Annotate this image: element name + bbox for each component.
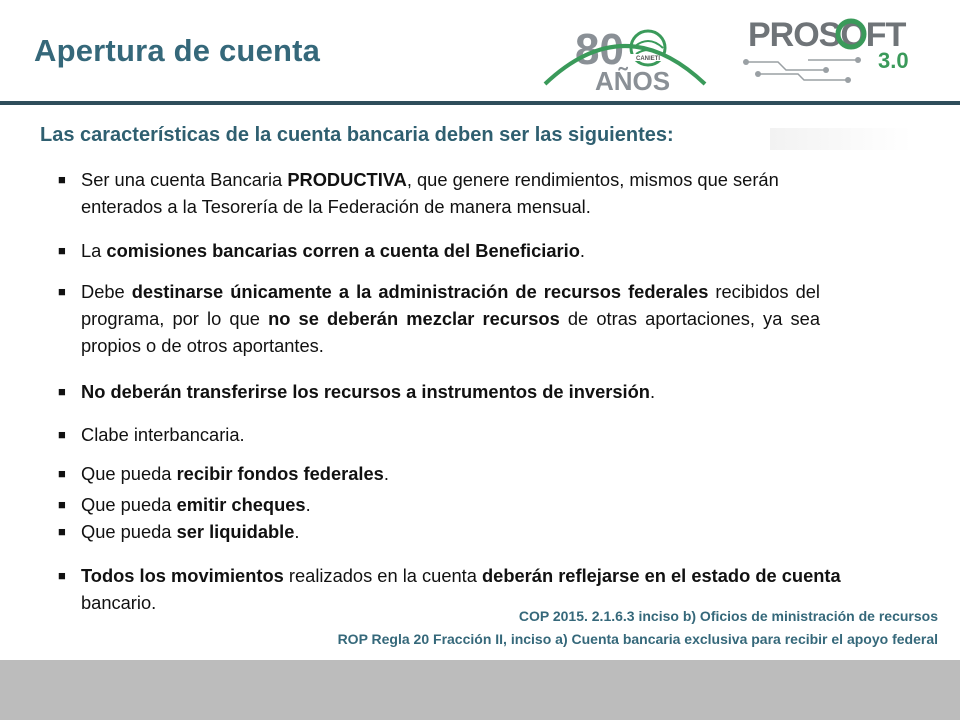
- bullet-text: No deberán transferirse los recursos a instrumentos de inversión.: [81, 381, 656, 402]
- logo-emblem-text: CANIETI: [636, 56, 660, 62]
- bullet-item: [58, 378, 858, 405]
- bullet-text: Debe destinarse únicamente a la administración de recursos federales recibidos del programa, por lo que no se deberán mezclar recursos de otras aportaciones, ya sea propios o de otros aportantes.: [81, 281, 820, 356]
- section-subtitle: Las características de la cuenta bancaria deben ser las siguientes:: [40, 124, 674, 146]
- bullet-item: [58, 237, 858, 264]
- anniversary-logo: [540, 16, 710, 96]
- bullet-text: Todos los movimientos realizados en la cuenta deberán reflejarse en el estado de cuenta bancario.: [81, 565, 841, 613]
- references: [338, 605, 938, 651]
- bullet-text: Que pueda emitir cheques.: [81, 494, 311, 515]
- footer-band: [0, 660, 960, 720]
- square-bullet-icon: ■: [58, 284, 66, 299]
- bullet-item: [58, 460, 858, 487]
- subtitle-shadow: [770, 128, 912, 150]
- bullet-text: Que pueda recibir fondos federales.: [81, 463, 389, 484]
- logo-word: AÑOS: [595, 66, 671, 96]
- circuit-icon: [746, 60, 858, 80]
- prosoft-logo: [738, 10, 928, 90]
- square-bullet-icon: ■: [58, 568, 66, 583]
- square-bullet-icon: ■: [58, 524, 66, 539]
- square-bullet-icon: ■: [58, 427, 66, 442]
- bullet-item: [58, 166, 858, 220]
- bullet-item: [58, 278, 820, 359]
- bullet-text: Ser una cuenta Bancaria PRODUCTIVA, que genere rendimientos, mismos que serán enterados a la Tesorería de la Federación de manera mensual.: [81, 169, 779, 217]
- square-bullet-icon: ■: [58, 497, 66, 512]
- square-bullet-icon: ■: [58, 384, 66, 399]
- bullet-text: Que pueda ser liquidable.: [81, 521, 300, 542]
- square-bullet-icon: ■: [58, 243, 66, 258]
- square-bullet-icon: ■: [58, 466, 66, 481]
- bullet-item: [58, 421, 858, 448]
- bullet-item: [58, 491, 858, 518]
- logo-name: PROSOFT: [748, 16, 906, 54]
- logo-version: 3.0: [878, 48, 909, 73]
- page-title: Apertura de cuenta: [34, 33, 321, 68]
- logo-number: 80: [575, 25, 624, 74]
- bullet-text: La comisiones bancarias corren a cuenta del Beneficiario.: [81, 240, 585, 261]
- bullet-item: [58, 518, 858, 545]
- reference-line: COP 2015. 2.1.6.3 inciso b) Oficios de ministración de recursos: [518, 608, 938, 624]
- reference-line: ROP Regla 20 Fracción II, inciso a) Cuenta bancaria exclusiva para recibir el apoyo federal: [337, 631, 938, 647]
- bullet-text: Clabe interbancaria.: [81, 424, 245, 445]
- square-bullet-icon: ■: [58, 172, 66, 187]
- header-divider: [0, 101, 960, 105]
